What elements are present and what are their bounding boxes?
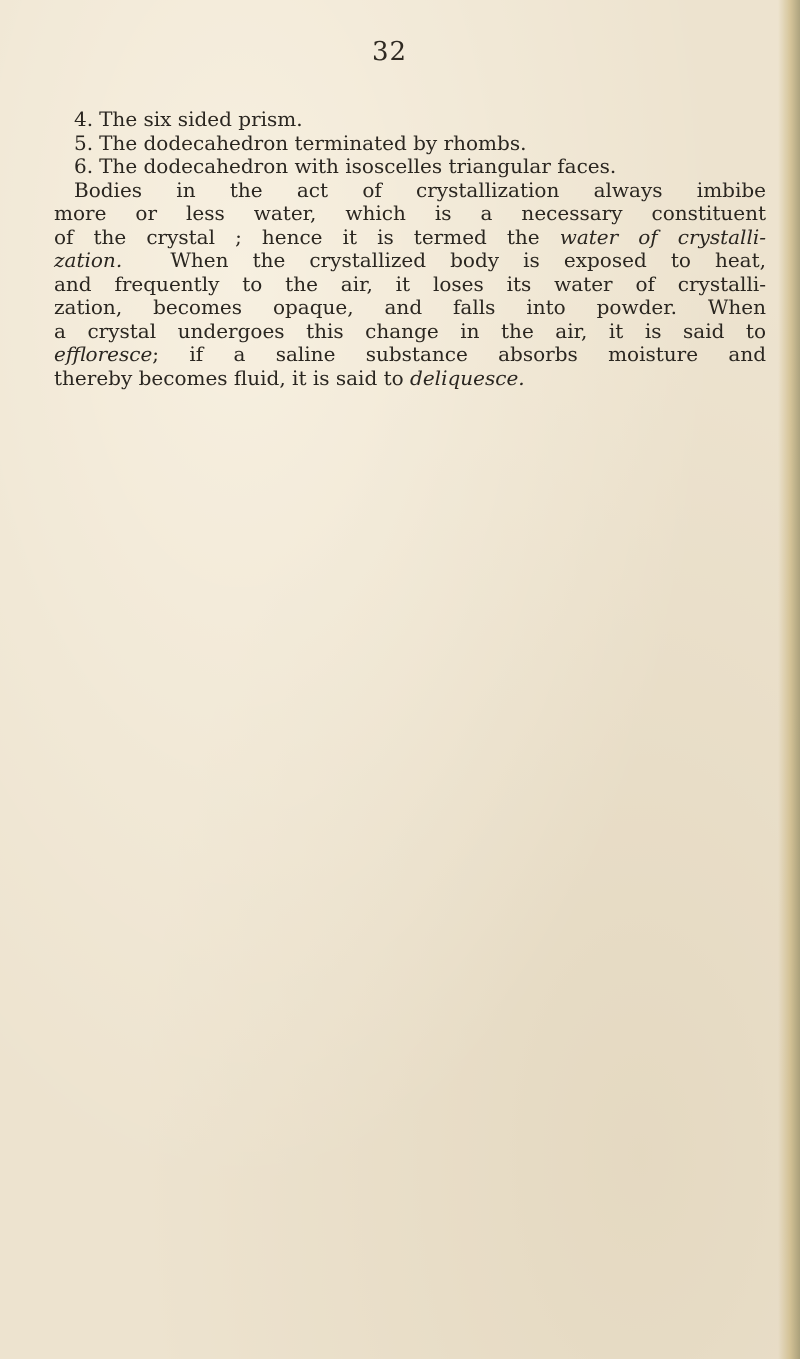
- paragraph-text: thereby becomes fluid, it is said to: [54, 365, 411, 390]
- paragraph-line: and frequently to the air, it loses its water of crystalli-: [54, 271, 766, 296]
- list-item-text: The six sided prism.: [99, 107, 303, 131]
- term-zation: zation.: [54, 248, 123, 272]
- page-number: 32: [372, 37, 408, 67]
- paragraph-line: Bodies in the act of crystallization always imbibe: [74, 177, 766, 202]
- page-text: [54, 108, 766, 390]
- list-item-6: [54, 155, 766, 179]
- paragraph-text: of the crystal ; hence it is termed the: [54, 224, 560, 249]
- term-water-of-crystallization: water of crystalli-: [559, 224, 766, 249]
- paragraph-crystallization: [54, 179, 766, 391]
- paragraph-line: a crystal undergoes this change in the air, it is said to: [54, 318, 766, 343]
- paragraph-line: [54, 249, 766, 273]
- list-item-number: 6.: [74, 154, 94, 178]
- page-edge-shading: [778, 0, 800, 1359]
- term-effloresce: effloresce: [54, 342, 153, 366]
- paragraph-line: zation, becomes opaque, and falls into powder. When: [54, 295, 766, 319]
- paragraph-line: [54, 367, 766, 391]
- list-item-text: The dodecahedron with isoscelles triangular faces.: [99, 154, 617, 178]
- list-item-text: The dodecahedron terminated by rhombs.: [99, 130, 527, 155]
- paragraph-line: [54, 226, 766, 250]
- term-deliquesce: deliquesce.: [410, 365, 525, 390]
- paragraph-text: When the crystallized body is exposed to heat,: [170, 248, 767, 272]
- list-item-4: [54, 108, 766, 132]
- paragraph-line: more or less water, which is a necessary constituent: [54, 201, 766, 225]
- paragraph-line: [54, 343, 766, 367]
- paragraph-text: ; if a saline substance absorbs moisture and: [152, 342, 766, 366]
- list-item-number: 4.: [74, 107, 94, 131]
- list-item-5: [54, 132, 766, 156]
- list-item-number: 5.: [74, 130, 94, 155]
